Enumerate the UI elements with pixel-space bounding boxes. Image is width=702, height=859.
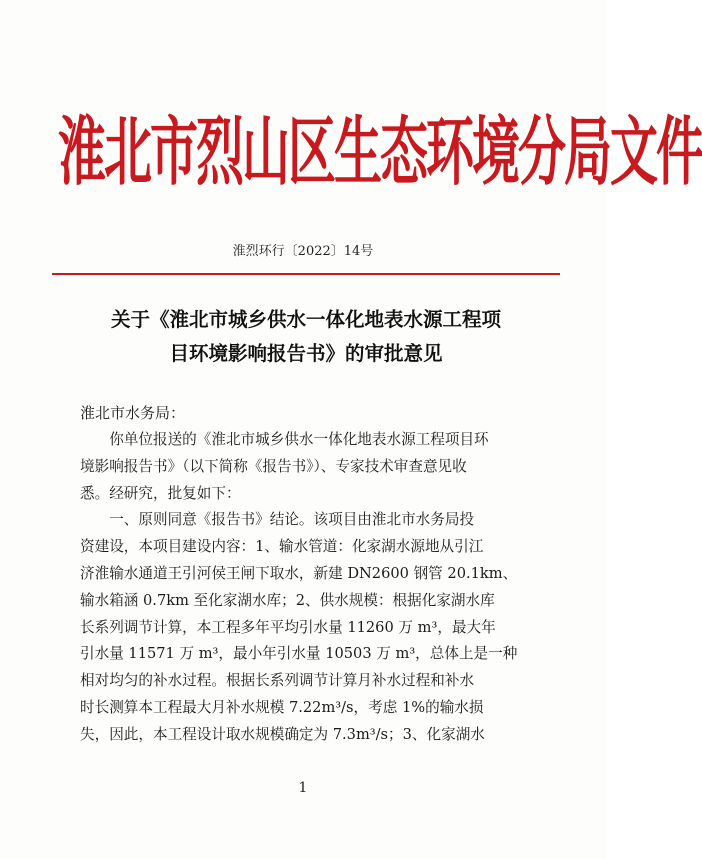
body-line: 时长测算本工程最大月补水规模 7.22m³/s，考虑 1%的输水损	[80, 698, 484, 716]
body-line: 你单位报送的《淮北市城乡供水一体化地表水源工程项目环	[80, 431, 489, 448]
body-line: 输水箱涵 0.7km 至化家湖水库；2、供水规模：根据化家湖水库	[80, 591, 495, 609]
page-number: 1	[298, 780, 308, 796]
body-line: 长系列调节计算，本工程多年平均引水量 11260 万 m³，最大年	[80, 618, 496, 636]
recipient-salutation: 淮北市水务局：	[80, 404, 186, 422]
body-line: 引水量 11571 万 m³，最小年引水量 10503 万 m³，总体上是一种	[80, 645, 518, 663]
body-line: 资建设，本项目建设内容：1、输水管道：化家湖水源地从引江	[80, 538, 484, 556]
body-line: 济淮输水通道王引河侯王闸下取水，新建 DN2600 钢管 20.1km、	[80, 564, 518, 582]
document-body	[80, 427, 542, 749]
body-line: 境影响报告书》（以下简称《报告书》）、专家技术审查意见收	[80, 457, 467, 475]
document-number: 淮烈环行〔2022〕14号	[232, 244, 374, 259]
document-subject	[66, 303, 546, 371]
subject-line: 目环境影响报告书》的审批意见	[169, 342, 443, 365]
body-line: 相对均匀的补水过程。根据长系列调节计算月补水过程和补水	[80, 672, 475, 690]
body-line: 一、原则同意《报告书》结论。该项目由淮北市水务局投	[80, 511, 475, 529]
red-divider-line	[52, 273, 560, 275]
document-header-title: 淮北市烈山区生态环境分局文件	[58, 109, 702, 196]
subject-line: 关于《淮北市城乡供水一体化地表水源工程项	[110, 308, 501, 331]
body-line: 失，因此，本工程设计取水规模确定为 7.3m³/s；3、化家湖水	[80, 725, 485, 743]
body-line: 悉。经研究，批复如下：	[80, 484, 241, 502]
